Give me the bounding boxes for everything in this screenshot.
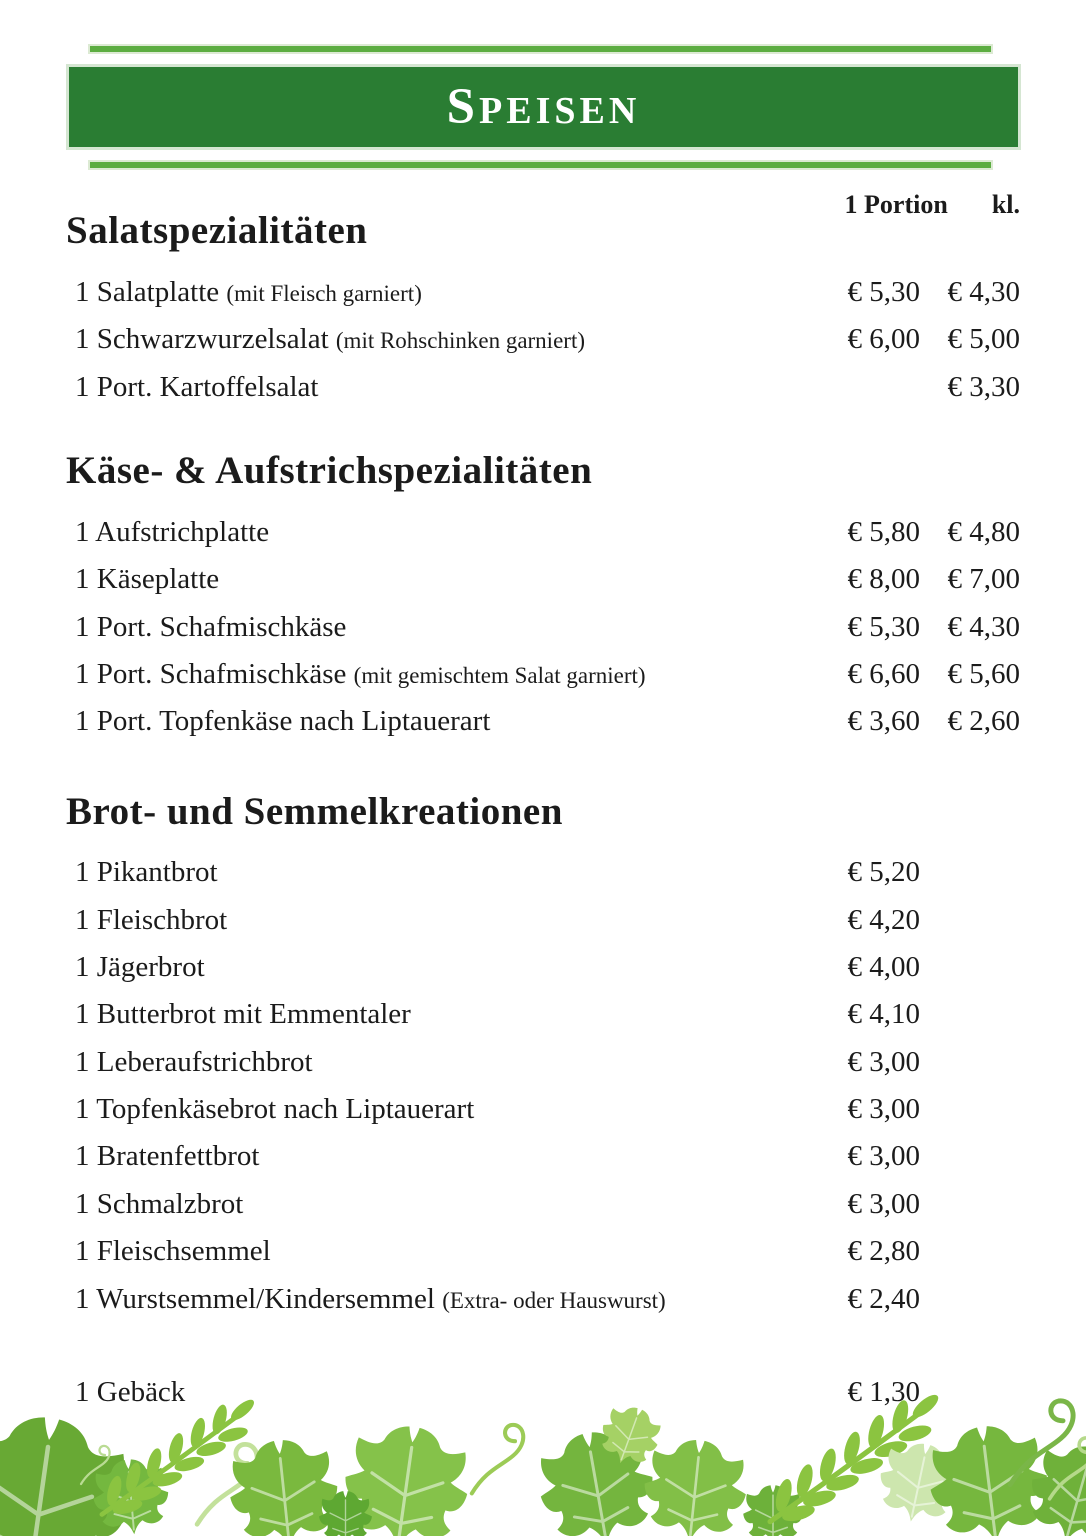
section-items xyxy=(66,276,1020,404)
item-price-portion: € 5,20 xyxy=(847,856,920,889)
item-name: 1 Port. Schafmischkäse xyxy=(75,610,347,643)
menu-content xyxy=(66,192,1020,1409)
section-items xyxy=(66,856,1020,1409)
item-name: 1 Leberaufstrichbrot xyxy=(75,1045,313,1078)
item-price-portion: € 4,00 xyxy=(847,951,920,984)
menu-sections xyxy=(66,210,1020,1409)
top-divider xyxy=(88,44,993,54)
page-title-rest: PEISEN xyxy=(479,90,641,132)
item-name: 1 Bratenfettbrot xyxy=(75,1140,260,1173)
item-price-small: € 4,30 xyxy=(947,610,1020,643)
menu-item-row xyxy=(66,951,1020,984)
menu-item-row xyxy=(66,1140,1020,1173)
item-name: 1 Schmalzbrot xyxy=(75,1187,244,1220)
item-price-portion: € 5,30 xyxy=(847,610,920,643)
title-bottom-divider xyxy=(88,160,993,170)
item-note: (mit Fleisch garniert) xyxy=(226,280,422,306)
section-items xyxy=(66,516,1020,739)
item-name: 1 Port. Topfenkäse nach Liptauerart xyxy=(75,705,491,738)
section-title: Salatspezialitäten xyxy=(66,209,368,252)
item-price-portion: € 3,00 xyxy=(847,1045,920,1078)
item-name: 1 Port. Schafmischkäse (mit gemischtem Salat garniert) xyxy=(75,657,646,690)
item-price-portion: € 3,00 xyxy=(847,1187,920,1220)
item-price-portion: € 5,80 xyxy=(847,515,920,548)
item-name: 1 Fleischbrot xyxy=(75,903,228,936)
item-price-portion: € 2,40 xyxy=(847,1282,920,1315)
item-price-portion: € 6,60 xyxy=(847,657,920,690)
page-title xyxy=(447,78,641,136)
menu-item-row xyxy=(66,1093,1020,1126)
item-price-small: € 2,60 xyxy=(947,705,1020,738)
item-name: 1 Fleischsemmel xyxy=(75,1235,271,1268)
item-name: 1 Topfenkäsebrot nach Liptauerart xyxy=(75,1093,475,1126)
item-price-portion: € 3,00 xyxy=(847,1093,920,1126)
column-header-small: kl. xyxy=(991,190,1020,219)
item-price-portion: € 5,30 xyxy=(847,275,920,308)
section-title: Käse- & Aufstrichspezialitäten xyxy=(66,448,593,492)
item-name: 1 Port. Kartoffelsalat xyxy=(75,370,319,403)
menu-item-row xyxy=(66,1046,1020,1079)
item-price-small: € 3,30 xyxy=(947,370,1020,403)
item-price-portion: € 1,30 xyxy=(847,1375,920,1408)
item-name: 1 Käseplatte xyxy=(75,563,220,596)
item-name: 1 Salatplatte (mit Fleisch garniert) xyxy=(75,275,422,308)
menu-section xyxy=(66,450,1020,739)
menu-item-row xyxy=(66,563,1020,596)
menu-item-row xyxy=(66,371,1020,404)
item-price-portion: € 8,00 xyxy=(847,563,920,596)
item-name: 1 Gebäck xyxy=(75,1375,186,1408)
menu-item-row xyxy=(66,705,1020,738)
item-name: 1 Wurstsemmel/Kindersemmel (Extra- oder Hauswurst) xyxy=(75,1282,666,1315)
title-banner xyxy=(66,64,1021,150)
item-price-portion: € 3,00 xyxy=(847,1140,920,1173)
item-name: 1 Aufstrichplatte xyxy=(75,515,270,548)
menu-item-row xyxy=(66,998,1020,1031)
item-price-small: € 5,00 xyxy=(947,323,1020,356)
item-note: (mit gemischtem Salat garniert) xyxy=(353,662,646,688)
item-price-small: € 5,60 xyxy=(947,657,1020,690)
item-name: 1 Butterbrot mit Emmentaler xyxy=(75,998,411,1031)
section-title: Brot- und Semmelkreationen xyxy=(66,789,563,833)
item-price-portion: € 2,80 xyxy=(847,1235,920,1268)
item-price-portion: € 6,00 xyxy=(847,323,920,356)
menu-item-row xyxy=(66,516,1020,549)
menu-item-row xyxy=(66,856,1020,889)
menu-item-row xyxy=(66,1235,1020,1268)
item-note: (mit Rohschinken garniert) xyxy=(335,328,585,354)
menu-item-row xyxy=(66,323,1020,356)
page-title-initial: S xyxy=(446,79,480,135)
menu-item-row xyxy=(66,276,1020,309)
item-price-portion: € 4,20 xyxy=(847,903,920,936)
menu-item-row xyxy=(66,904,1020,937)
item-price-portion: € 4,10 xyxy=(847,998,920,1031)
item-note: (Extra- oder Hauswurst) xyxy=(442,1287,666,1313)
item-name: 1 Pikantbrot xyxy=(75,856,218,889)
menu-section xyxy=(66,791,1020,1410)
menu-item-row xyxy=(66,611,1020,644)
item-name: 1 Jägerbrot xyxy=(75,951,205,984)
vine-leaves-decoration xyxy=(0,1386,1086,1536)
item-price-small: € 4,80 xyxy=(947,515,1020,548)
item-price-portion: € 3,60 xyxy=(847,705,920,738)
menu-item-row xyxy=(66,1188,1020,1221)
menu-item-row xyxy=(66,658,1020,691)
item-name: 1 Schwarzwurzelsalat (mit Rohschinken garniert) xyxy=(75,323,585,356)
menu-item-row xyxy=(66,1283,1020,1316)
item-price-small: € 4,30 xyxy=(947,275,1020,308)
menu-section xyxy=(66,210,1020,404)
column-header-portion: 1 Portion xyxy=(844,190,948,219)
item-price-small: € 7,00 xyxy=(947,563,1020,596)
